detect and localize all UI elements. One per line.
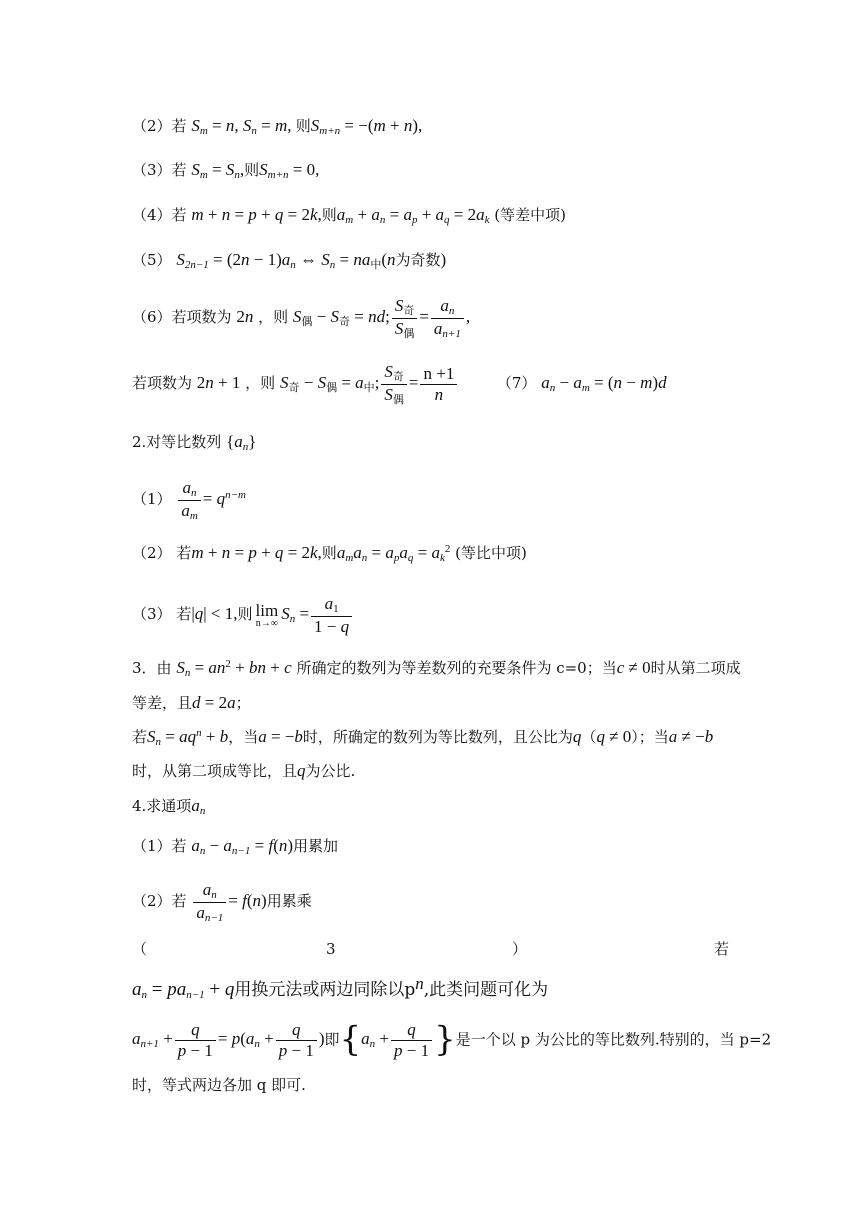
formula-line-4 bbox=[132, 205, 566, 227]
section-title-4: 4.求通项$a_n$ bbox=[132, 796, 206, 817]
item-label: （4）若 bbox=[132, 206, 187, 224]
item-label: （5） bbox=[132, 251, 172, 269]
term-formula-2: （2）若 $\frac{a_n}{a_{n-1}}$ = f(n)用累乘 bbox=[132, 880, 312, 924]
section-title-2: 2.对等比数列 $\{a_n\}$ bbox=[132, 432, 257, 453]
item-label: （1）若 bbox=[132, 837, 187, 855]
item-label: （2） bbox=[132, 544, 172, 562]
term-3-close: ） bbox=[512, 940, 528, 958]
formula-line-6b: 若项数为 2n + 1 ，则 $S_奇 - S_偶 = a_中$; $\frac{S_奇}{S_偶}$ = $\frac{n +1}{n}$ （7） $a_n - a_m = (n - m)d$ bbox=[132, 362, 667, 406]
term-formula-1: （1）若 $a_n - a_{n-1} = f(n)$用累加 bbox=[132, 836, 339, 857]
geo-formula-1: （1） $\frac{a_n}{a_m}$ = $q^{n-m}$ bbox=[132, 478, 246, 522]
math-expression: $S_奇 - S_偶 = a_中$; $\frac{S_奇}{S_偶}$ = $\frac{n +1}{n}$ bbox=[280, 373, 459, 392]
formula-line-6: （6）若项数为 2n ，则 $S_偶 - S_奇$ = nd; $\frac{S_奇}{S_偶}$ = $\frac{a_n}{a_{n+1}}$ , bbox=[132, 296, 471, 340]
math-expression: $S_{2n-1} = (2n - 1)a_n$ ⇔ $S_n = na_中(n$为奇数) bbox=[176, 250, 447, 271]
formula-line-2 bbox=[132, 116, 422, 138]
note-text: (等差中项) bbox=[494, 206, 567, 224]
term-formula-5: 时，等式两边各加 q 即可. bbox=[132, 1076, 306, 1094]
geo-formula-2: （2） 若m + n = p + q = 2k,则$a_ma_n = a_pa_q = a_k^2$ (等比中项) bbox=[132, 543, 527, 564]
item-label: （7） bbox=[496, 374, 537, 393]
geo-formula-3: （3） 若|q| < 1,则 lim n→∞ $S_n$ = $\frac{a_1}{1 - q}$ bbox=[132, 594, 354, 636]
note-text: (等比中项) bbox=[455, 544, 527, 562]
section-3-line-1: 3．由 $S_n = an^2$ + bn + c 所确定的数列为等差数列的充要条件为 c=0；当c ≠ 0时从第二项成 bbox=[132, 658, 741, 679]
term-formula-3: $a_n = pa_{n-1} + q$用换元法或两边同除以$p^n$,此类问题可化为 bbox=[132, 974, 549, 1001]
section-3-line-2: 等差，且d = 2a； bbox=[132, 693, 251, 712]
formula-line-5 bbox=[132, 250, 446, 272]
item-label: （3） bbox=[132, 605, 172, 623]
item-label: （3）若 bbox=[132, 161, 187, 179]
item-label: （6）若项数为 bbox=[132, 308, 232, 327]
item-label: （2）若 bbox=[132, 892, 187, 911]
item-label: 若项数为 bbox=[132, 374, 193, 393]
math-expression: $S_m = n$, $S_n = m$, 则$S_{m+n} = -(m + n)$, bbox=[191, 116, 423, 137]
math-expression: $S_m = S_n$,则$S_{m+n} = 0$, bbox=[191, 160, 320, 181]
term-3-ruo: 若 bbox=[714, 940, 730, 958]
section-3-line-4: 时，从第二项成等比，且q为公比. bbox=[132, 761, 356, 780]
math-expression: $S_偶 - S_奇$ = nd; $\frac{S_奇}{S_偶}$ = $\frac{a_n}{a_{n+1}}$ , bbox=[292, 296, 471, 340]
item-label: （2）若 bbox=[132, 117, 187, 135]
section-3-line-3: 若$S_n = aq^n + b$，当a = −b时，所确定的数列为等比数列，且公比为q（q ≠ 0）；当a ≠ −b bbox=[132, 727, 714, 748]
term-formula-4: $a_{n+1}$ + $\frac{q}{p - 1}$ = $p(a_n$ + $\frac{q}{p - 1}$ )即{$a_n$ + $\frac{q}{p - 1}$ }是一个以 p 为公比的等比数列.特别的，当 p=2 bbox=[132, 1020, 772, 1060]
formula-line-3 bbox=[132, 160, 319, 182]
term-3-open: （ bbox=[132, 940, 148, 958]
item-label: （1） bbox=[132, 490, 172, 509]
term-3-number: 3 bbox=[326, 940, 336, 958]
math-expression: m + n = p + q = 2k,则$a_m + a_n = a_p + a_q = 2a_k$ bbox=[191, 205, 490, 226]
